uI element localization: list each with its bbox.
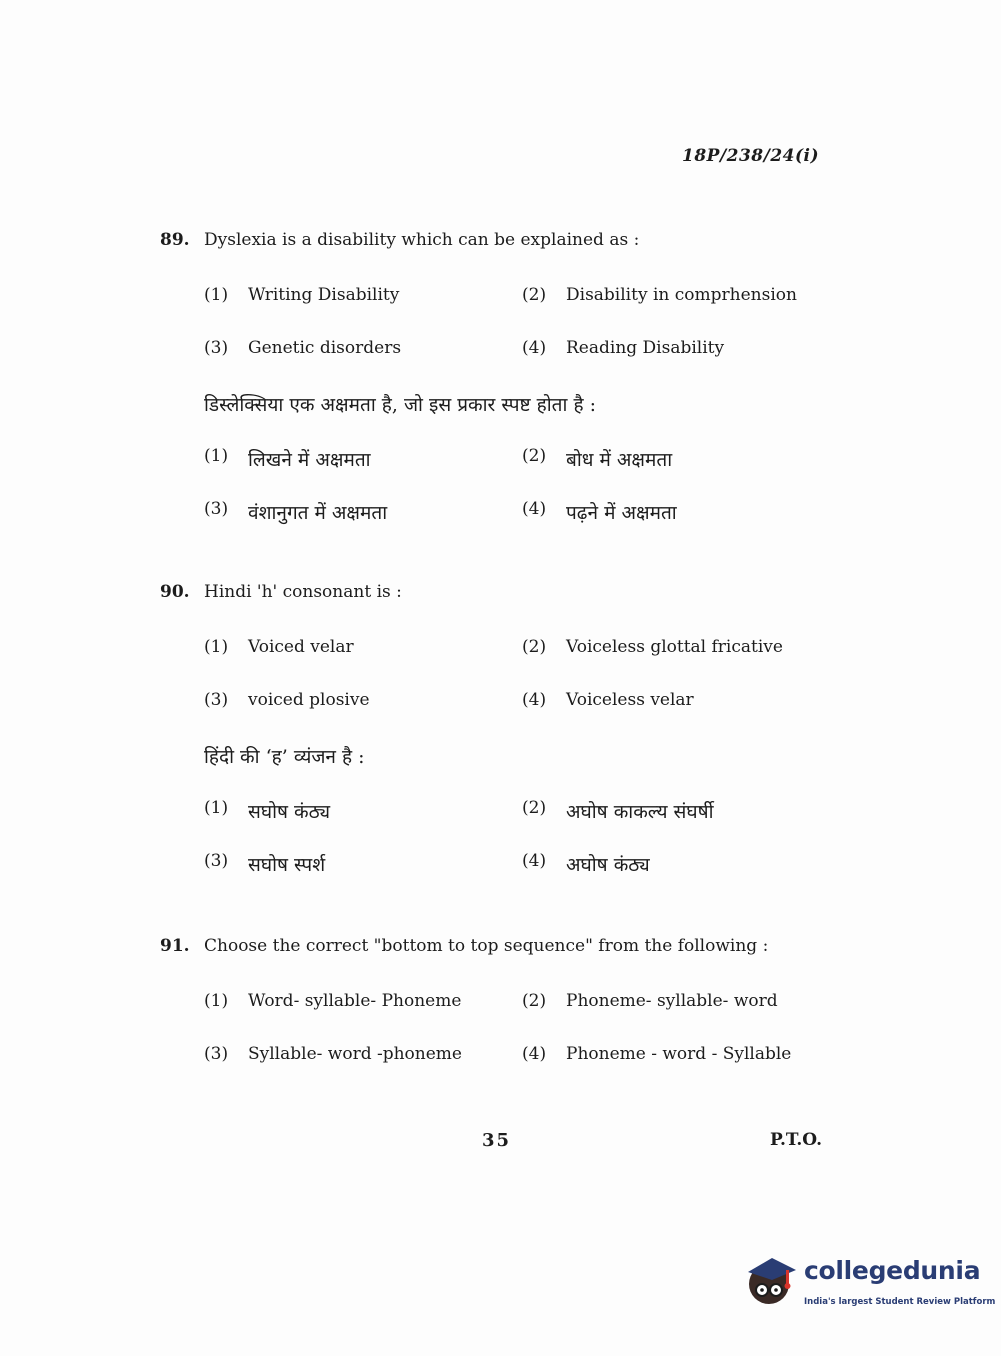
question-number: 90. [160,582,190,602]
option-3: (3) voiced plosive [204,689,370,710]
hindi-question-text: हिंदी की ‘ह’ व्यंजन है : [204,746,365,768]
hindi-option-3: (3) सघोष स्पर्श [204,850,326,876]
question-text: Choose the correct "bottom to top sequence" from the following : [204,936,769,956]
option-4: (4) Voiceless velar [522,689,694,710]
hindi-question-text: डिस्लेक्सिया एक अक्षमता है, जो इस प्रकार स्पष्ट होता है : [204,394,596,416]
page-number: 35 [482,1130,512,1151]
mascot-icon [742,1250,804,1312]
option-1: (1) Word- syllable- Phoneme [204,990,462,1011]
option-1: (1) Writing Disability [204,284,400,305]
option-3: (3) Syllable- word -phoneme [204,1043,462,1064]
hindi-option-2: (2) बोध में अक्षमता [522,445,673,471]
hindi-option-4: (4) अघोष कंठ्य [522,850,650,876]
hindi-option-4: (4) पढ़ने में अक्षमता [522,498,677,524]
option-2: (2) Voiceless glottal fricative [522,636,783,657]
hindi-option-1: (1) लिखने में अक्षमता [204,445,371,471]
option-4: (4) Reading Disability [522,337,725,358]
logo-wordmark: collegedunia [804,1256,981,1285]
logo-tagline: India's largest Student Review Platform [804,1297,996,1307]
paper-code: 18P/238/24(i) [682,146,820,166]
question-90 [160,580,840,890]
hindi-option-2: (2) अघोष काकल्य संघर्षी [522,797,714,823]
pto-label: P.T.O. [770,1130,822,1150]
option-2: (2) Disability in comprhension [522,284,797,305]
question-number: 91. [160,936,190,956]
question-91 [160,934,840,1080]
question-text: Hindi 'h' consonant is : [204,582,402,602]
question-number: 89. [160,230,190,250]
option-2: (2) Phoneme- syllable- word [522,990,778,1011]
option-3: (3) Genetic disorders [204,337,402,358]
hindi-option-3: (3) वंशानुगत में अक्षमता [204,498,388,524]
option-1: (1) Voiced velar [204,636,354,657]
option-4: (4) Phoneme - word - Syllable [522,1043,792,1064]
question-text: Dyslexia is a disability which can be explained as : [204,230,640,250]
question-89 [160,228,840,538]
hindi-option-1: (1) सघोष कंठ्य [204,797,331,823]
collegedunia-logo [742,1250,996,1312]
